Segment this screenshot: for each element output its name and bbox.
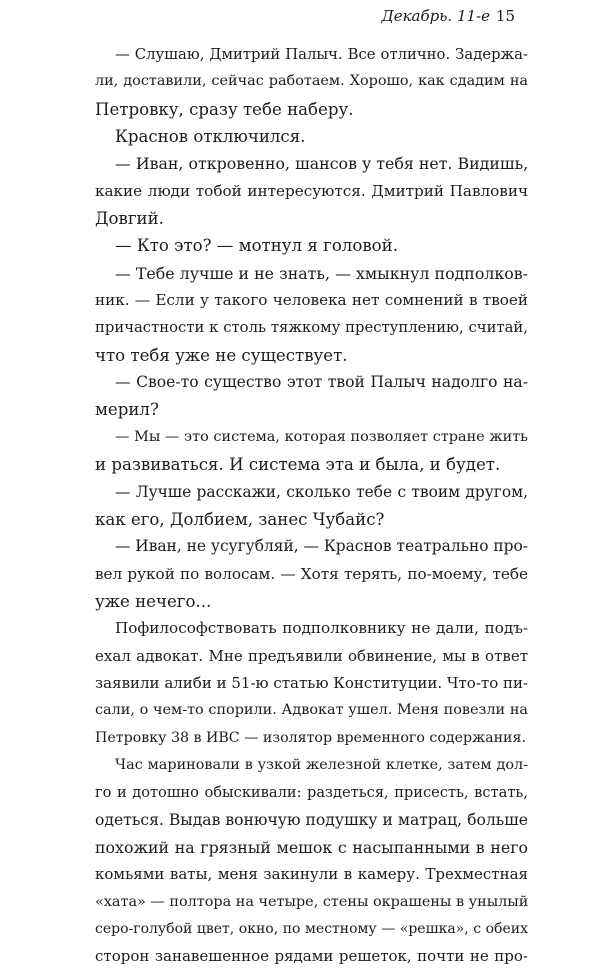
text-line: — Лучше расскажи, сколько тебе с твоим другом, bbox=[115, 482, 528, 501]
text-line: — Мы — это система, которая позволяет стране жить bbox=[115, 428, 528, 445]
text-line: что тебя уже не существует. bbox=[95, 345, 348, 365]
text-line: ехал адвокат. Мне предъявили обвинение, мы в ответ bbox=[95, 646, 528, 665]
text-line: серо-голубой цвет, окно, по местному — «решка», с обеих bbox=[95, 921, 528, 937]
text-line: комьями ваты, меня закинули в камеру. Трехместная bbox=[95, 865, 528, 884]
text-line: Пофилософствовать подполковнику не дали, подъ- bbox=[115, 619, 528, 638]
text-line: как его, Долбием, занес Чубайс? bbox=[95, 509, 385, 529]
text-line: — Тебе лучше и не знать, — хмыкнул подполков- bbox=[115, 263, 528, 283]
body-text bbox=[95, 41, 528, 971]
text-line: «хата» — полтора на четыре, стены окрашены в унылый bbox=[95, 893, 528, 910]
text-line: — Кто это? — мотнул я головой. bbox=[115, 236, 399, 256]
text-line: вел рукой по волосам. — Хотя терять, по-моему, тебе bbox=[95, 564, 528, 583]
text-line: сали, о чем-то спорили. Адвокат ушел. Меня повезли на bbox=[95, 702, 528, 719]
text-line: го и дотошно обыскивали: раздеться, присесть, встать, bbox=[95, 784, 528, 802]
text-line: мерил? bbox=[95, 400, 159, 420]
text-line: сторон занавешенное рядами решеток, почти не про- bbox=[95, 947, 528, 966]
text-line: — Слушаю, Дмитрий Палыч. Все отлично. Задержа- bbox=[115, 46, 528, 63]
text-line: и развиваться. И система эта и была, и будет. bbox=[95, 455, 501, 475]
text-line: уже нечего... bbox=[95, 591, 212, 611]
text-line: одеться. Выдав вонючую подушку и матрац, больше bbox=[95, 810, 528, 829]
page-number: 15 bbox=[495, 7, 515, 25]
text-line: — Свое-то существо этот твой Палыч надолго на- bbox=[115, 373, 528, 392]
text-line: — Иван, не усугубляй, — Краснов театрально про- bbox=[115, 537, 528, 556]
text-line: похожий на грязный мешок с насыпанными в него bbox=[95, 837, 528, 857]
text-line: ник. — Если у такого человека нет сомнений в твоей bbox=[95, 291, 528, 310]
text-line: какие люди тобой интересуются. Дмитрий Павлович bbox=[95, 181, 528, 200]
text-line: Довгий. bbox=[95, 209, 164, 229]
text-line: ли, доставили, сейчас работаем. Хорошо, как сдадим на bbox=[95, 73, 528, 90]
text-line: Петровку 38 в ИВС — изолятор временного содержания. bbox=[95, 729, 526, 746]
text-line: причастности к столь тяжкому преступлению, считай, bbox=[95, 319, 528, 337]
text-line: — Иван, откровенно, шансов у тебя нет. Видишь, bbox=[115, 154, 528, 174]
text-line: заявили алиби и 51-ю статью Конституции. Что-то пи- bbox=[95, 673, 528, 692]
text-line: Час мариновали в узкой железной клетке, затем дол- bbox=[115, 756, 528, 773]
text-line: Краснов отключился. bbox=[115, 127, 306, 147]
text-line: Петровку, сразу тебе наберу. bbox=[95, 99, 354, 119]
running-head: Декабрь. 11-е bbox=[381, 7, 490, 25]
